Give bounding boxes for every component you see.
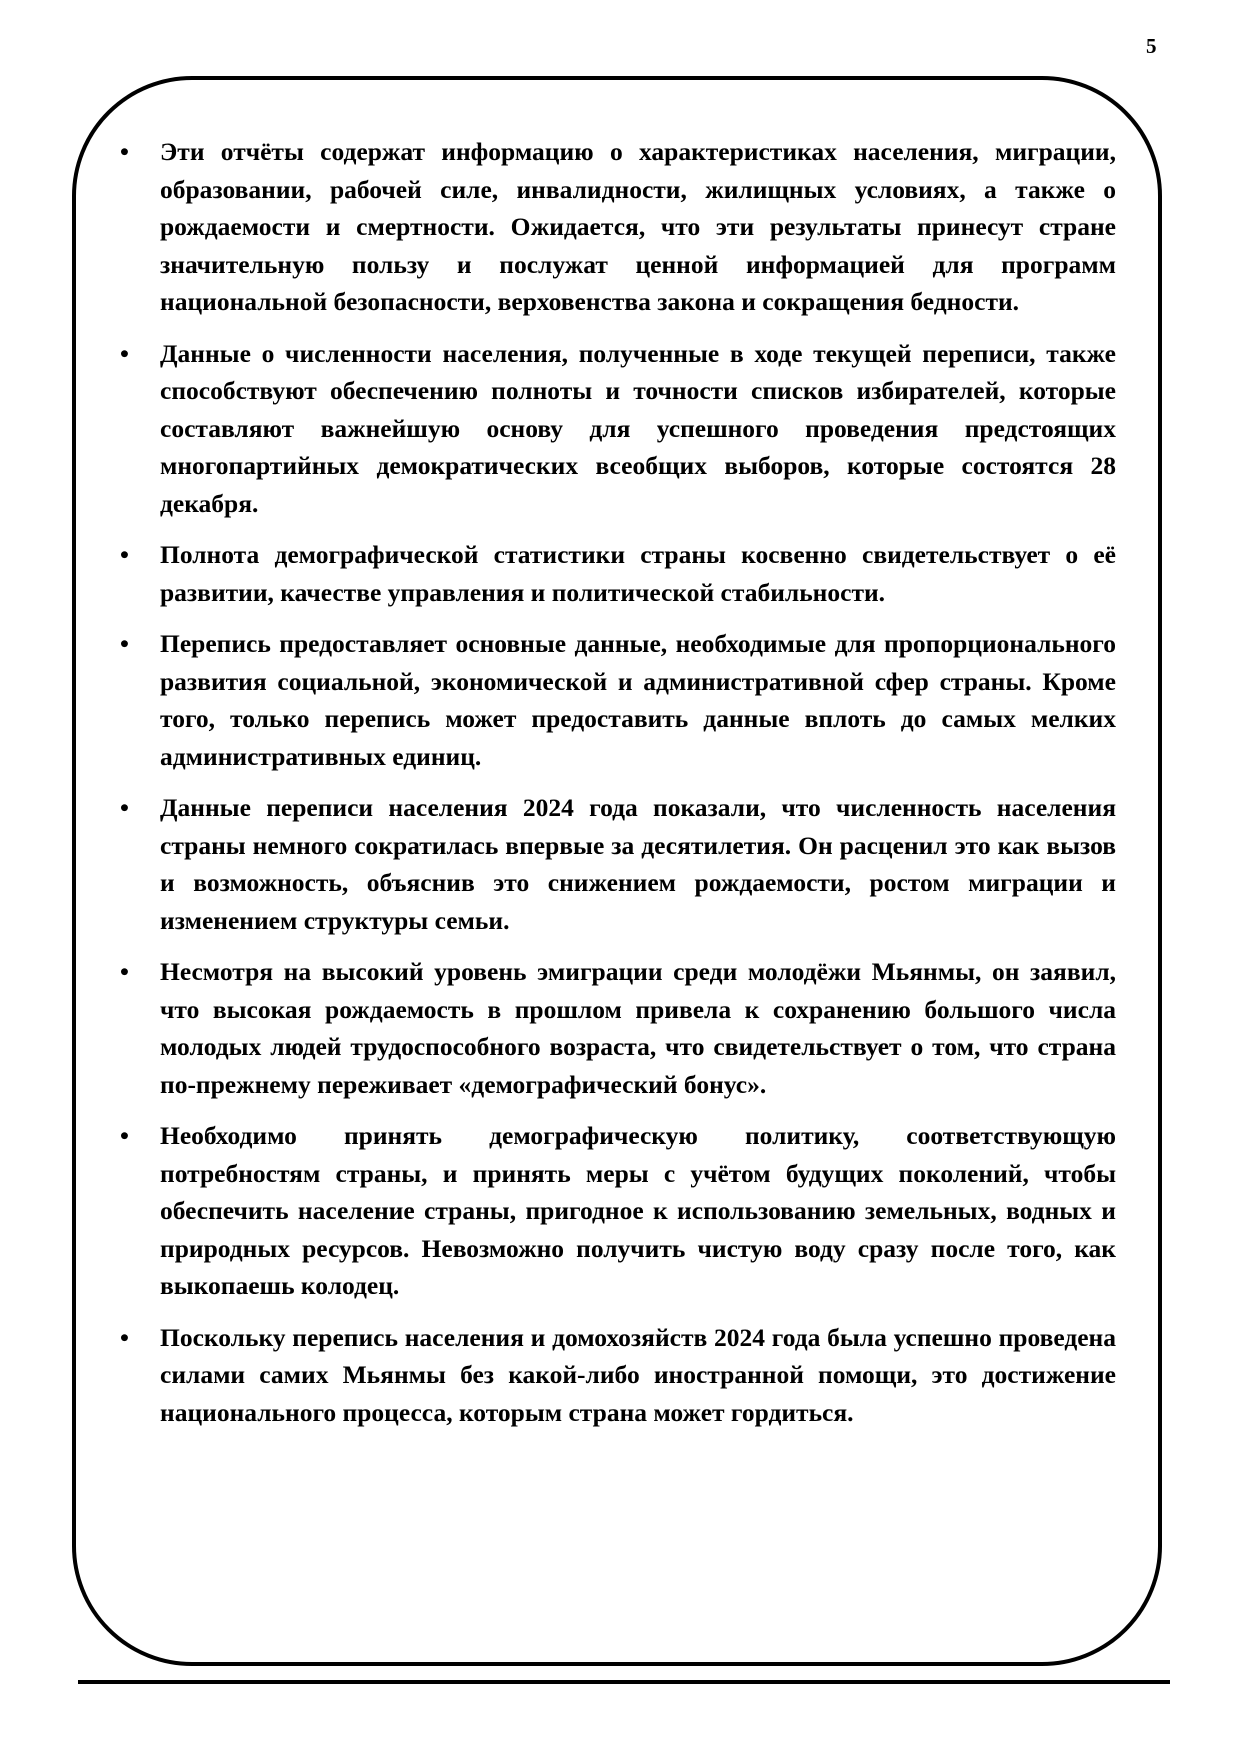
bullet-icon: • [120, 1121, 129, 1150]
bullet-icon: • [120, 338, 129, 368]
list-item-text: Несмотря на высокий уровень эмиграции среди молодёжи Мьянмы, он заявил, что высокая рождаемость в прошлом привела к сохранению большого числа молодых людей трудоспособного возраста, что свидетельствует о том, что страна по-прежнему переживает «демографический бонус». [160, 957, 1116, 1099]
list-item-text: Полнота демографической статистики страны косвенно свидетельствует о её развитии, качестве управления и политической стабильности. [160, 540, 1116, 607]
list-item-text: Необходимо принять демографическую политику, соответствующую потребностям страны, и принять меры с учётом будущих поколений, чтобы обеспечить население страны, пригодное к использованию земельных, водных и природных ресурсов. Невозможно получить чистую воду сразу после того, как выкопаешь колодец. [160, 1121, 1116, 1300]
bullet-icon: • [120, 137, 129, 166]
list-item [120, 536, 1116, 611]
list-item-text: Данные о численности населения, полученные в ходе текущей переписи, также способствуют обеспечению полноты и точности списков избирателей, которые составляют важнейшую основу для успешного проведения предстоящих многопартийных демократических всеобщих выборов, которые состоятся 28 декабря. [160, 338, 1116, 518]
list-item [120, 789, 1116, 939]
list-item [120, 335, 1116, 523]
bullet-list [120, 133, 1116, 1445]
bullet-icon: • [120, 1322, 129, 1352]
list-item-text: Поскольку перепись населения и домохозяйств 2024 года была успешно проведена силами самих Мьянмы без какой-либо иностранной помощи, это достижение национального процесса, которым страна может гордиться. [160, 1322, 1116, 1427]
list-item [120, 1319, 1116, 1432]
bullet-icon: • [120, 629, 129, 658]
list-item-text: Данные переписи населения 2024 года показали, что численность населения страны немного сократилась впервые за десятилетия. Он расценил это как вызов и возможность, объяснив это снижением рождаемости, ростом миграции и изменением структуры семьи. [160, 793, 1116, 935]
list-item [120, 625, 1116, 775]
list-item [120, 1117, 1116, 1305]
list-item [120, 133, 1116, 321]
bullet-icon: • [120, 540, 129, 569]
list-item-text: Эти отчёты содержат информацию о характеристиках населения, миграции, образовании, рабочей силе, инвалидности, жилищных условиях, а также о рождаемости и смертности. Ожидается, что эти результаты принесут стране значительную пользу и послужат ценной информацией для программ национальной безопасности, верховенства закона и сокращения бедности. [160, 137, 1116, 316]
bullet-icon: • [120, 793, 129, 822]
list-item [120, 953, 1116, 1103]
footer-rule [78, 1680, 1170, 1684]
page-number: 5 [1146, 34, 1157, 58]
list-item-text: Перепись предоставляет основные данные, необходимые для пропорционального развития социальной, экономической и административной сфер страны. Кроме того, только перепись может предоставить данные вплоть до самых мелких административных единиц. [160, 629, 1116, 771]
bullet-icon: • [120, 957, 129, 986]
